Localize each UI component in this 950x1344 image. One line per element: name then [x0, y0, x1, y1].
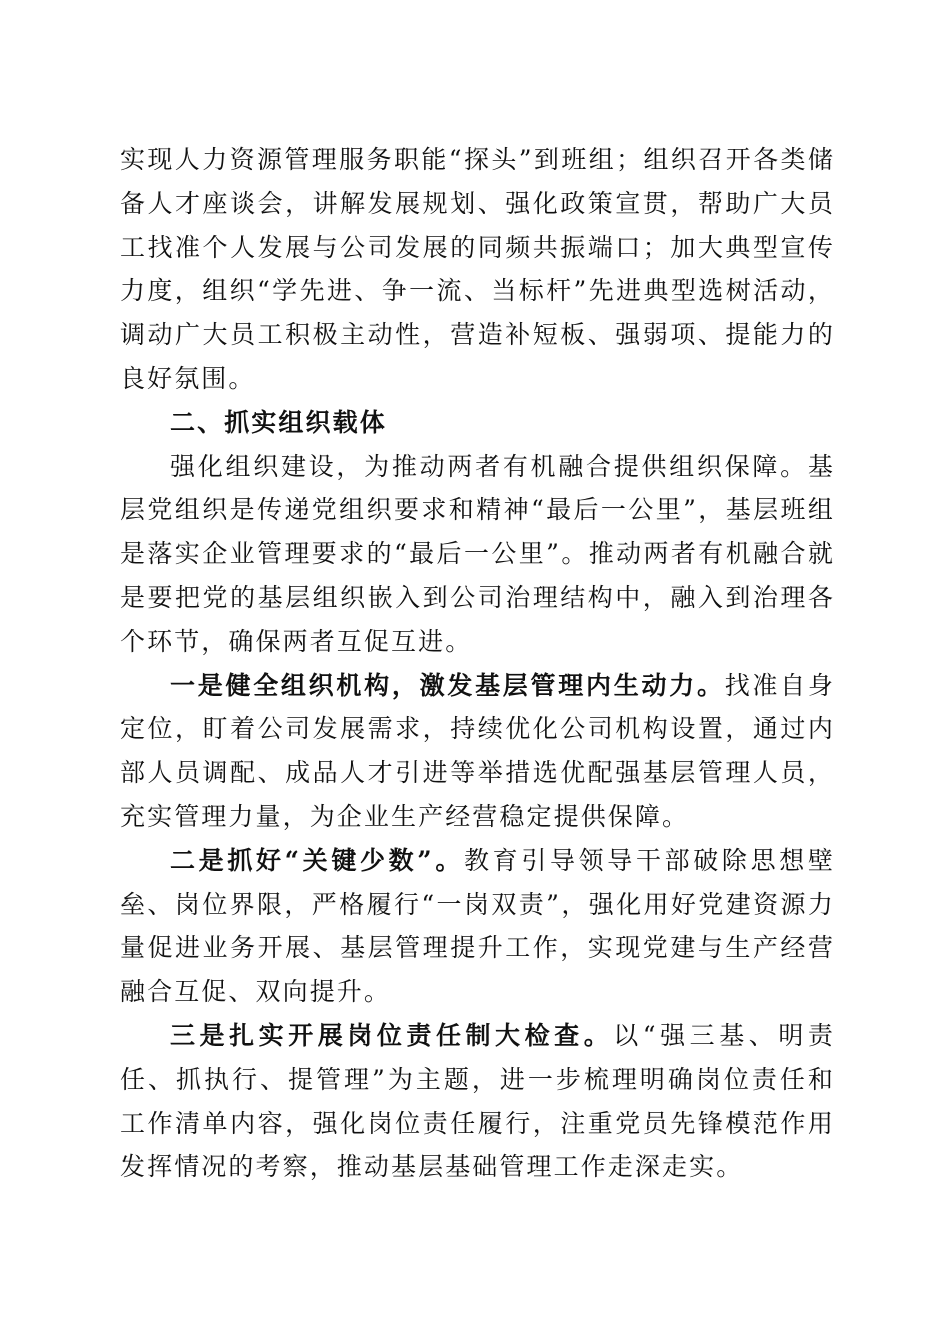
paragraph-continuation: 实现人力资源管理服务职能“探头”到班组；组织召开各类储备人才座谈会，讲解发展规划、强化政策宣贯，帮助广大员工找准个人发展与公司发展的同频共振端口；加大典型宣传力度，组织“学先进、争一流、当标杆”先进典型选树活动，调动广大员工积极主动性，营造补短板、强弱项、提能力的良好氛围。: [120, 145, 835, 393]
paragraph-intro: 强化组织建设，为推动两者有机融合提供组织保障。基层党组织是传递党组织要求和精神“最后一公里”，基层班组是落实企业管理要求的“最后一公里”。推动两者有机融合就是要把党的基层组织嵌入到公司治理结构中，融入到治理各个环节，确保两者互促互进。: [120, 451, 835, 656]
list-item-2-body: 教育引导领导干部破除思想壁垒、岗位界限，严格履行“一岗双责”，强化用好党建资源力量促进业务开展、基层管理提升工作，实现党建与生产经营融合互促、双向提升。: [120, 845, 835, 1007]
list-item-1-body: 找准自身定位，盯着公司发展需求，持续优化公司机构设置，通过内部人员调配、成品人才引进等举措选优配强基层管理人员，充实管理力量，为企业生产经营稳定提供保障。: [120, 670, 835, 831]
list-item-3-body: 以“强三基、明责任、抓执行、提管理”为主题，进一步梳理明确岗位责任和工作清单内容，强化岗位责任履行，注重党员先锋模范作用发挥情况的考察，推动基层基础管理工作走深走实。: [120, 1020, 835, 1182]
document-body: [120, 138, 835, 1189]
list-item-3-lead: 三是扎实开展岗位责任制大检查。: [170, 1020, 614, 1050]
list-item-2-lead: 二是抓好“关键少数”。: [170, 845, 464, 875]
list-item-2: [120, 839, 835, 1014]
list-item-1-lead: 一是健全组织机构，激发基层管理内生动力。: [170, 670, 725, 700]
list-item-3: [120, 1014, 835, 1189]
list-item-1: [120, 664, 835, 839]
section-heading: 二、抓实组织载体: [170, 407, 387, 437]
